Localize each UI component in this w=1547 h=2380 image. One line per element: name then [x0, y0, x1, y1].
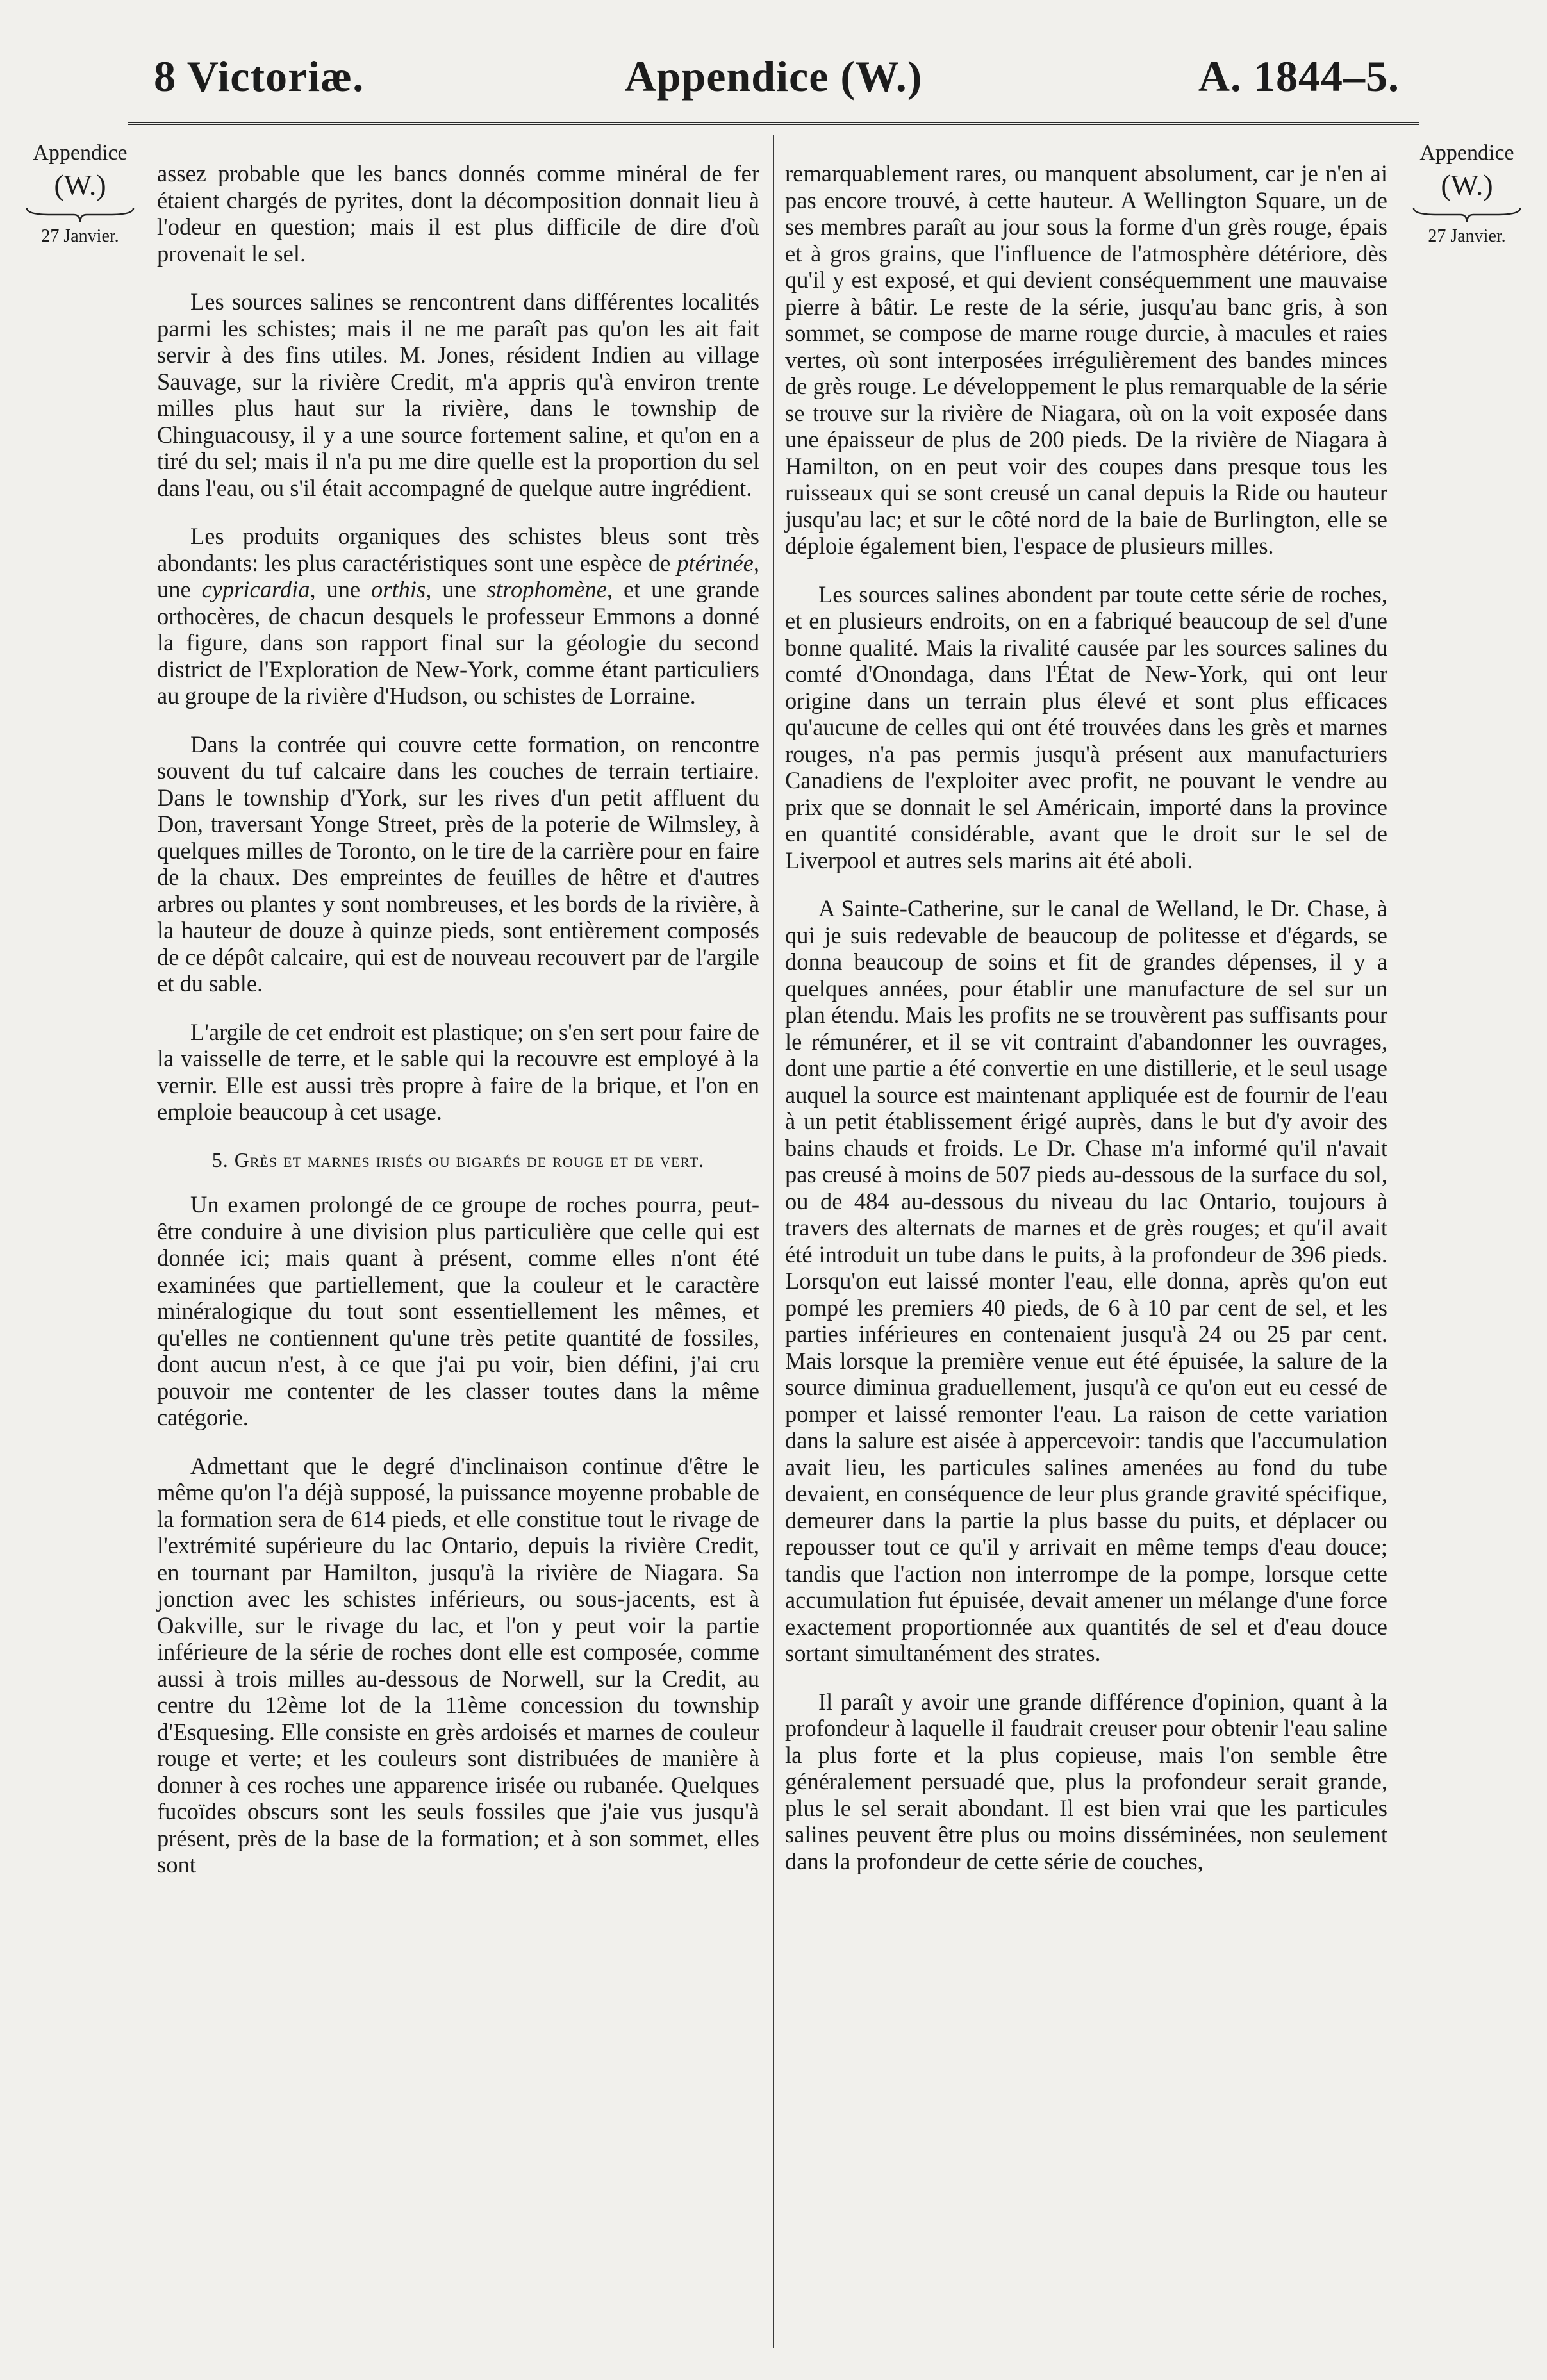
taxon-name: cypricardia — [201, 576, 310, 602]
paragraph-fossils — [157, 523, 759, 709]
paragraph: Les sources salines se rencontrent dans différentes localités parmi les schistes; mais il ne me paraît pas qu'on les ait fait servir à des fins utiles. M. Jones, résident Indien au village Sauvage, sur la rivière Credit, m'a appris qu'à environ trente milles plus haut sur la rivière, dans le township de Chinguacousy, il y a une source fortement saline, et qu'on en a tiré du sel; mais il n'a pu me dire quelle est la proportion du sel dans l'eau, ou s'il était accompagné de quelque autre ingrédient. — [157, 288, 759, 501]
margin-note-date: 27 Janvier. — [1428, 226, 1506, 246]
margin-note-date: 27 Janvier. — [41, 226, 119, 246]
paragraph: remarquablement rares, ou manquent absolument, car je n'en ai pas encore trouvé, à cette hauteur. A Wellington Square, un de ses membres paraît au jour sous la forme d'un grès rouge, épais et à gros grains, que l'influence de l'atmosphère détériore, dès qu'il y est exposé, et qui devient conséquemment une mauvaise pierre à bâtir. Le reste de la série, jusqu'au banc gris, à son sommet, se compose de marne rouge durcie, à macules et raies vertes, où sont interposées irrégulièrement des bandes minces de grès rouge. Le développement le plus remarquable de la série se trouve sur la rivière de Niagara, où on la voit exposée dans une épaisseur de plus de 200 pieds. De la rivière de Niagara à Hamilton, on en peut voir des coupes dans presque tous les ruisseaux qui se sont creusé un canal depuis la Ride ou hauteur jusqu'au lac; et sur le côté nord de la baie de Burlington, elle se déploie également bien, l'espace de plusieurs milles. — [785, 160, 1387, 559]
text-run: , une — [157, 549, 759, 602]
margin-note-title: Appendice — [33, 141, 128, 165]
header-year: A. 1844–5. — [1198, 52, 1400, 101]
brace-icon — [1412, 206, 1521, 224]
margin-note-code: (W.) — [1441, 169, 1493, 201]
paragraph: A Sainte-Catherine, sur le canal de Welland, le Dr. Chase, à qui je suis redevable de beaucoup de politesse et d'égards, se donna beaucoup de soins et fit de grandes dépenses, il y a quelques années, pour établir une manufacture de sel sur un plan étendu. Mais les profits ne se trouvèrent pas suffisants pour le rémunérer, et il se vit contraint d'abandonner les ouvrages, dont une partie a été convertie en une distillerie, et le seul usage auquel la source est maintenant appliquée est de fournir de l'eau à un petit établissement érigé auprès, dans le but d'y avoir des bains chauds et froids. Le Dr. Chase m'a informé qu'il n'avait pas creusé à moins de 507 pieds au-dessous de la surface du sol, ou de 484 au-dessous du niveau du lac Ontario, toujours à travers des alternats de marnes et de grès rouges; et qu'il avait été introduit un tube dans le puits, à la profondeur de 396 pieds. Lorsqu'on eut laissé monter l'eau, elle donna, après qu'on eut pompé les premiers 40 pieds, de 6 à 10 par cent de sel, et les parties inférieures en contenaient jusqu'à 24 ou 25 par cent. Mais lorsque la première venue eut été épuisée, la salure de la source diminua graduellement, jusqu'à ce qu'on eut eu cessé de pomper et laissé remonter l'eau. La raison de cette variation dans la salure est aisée à appercevoir: tandis que l'accumulation avait lieu, les particules salines amenées au fond du tube devaient, en conséquence de leur plus grande gravité spécifique, demeurer dans la partie la plus basse du puits, et déplacer ou repousser tout ce qu'il y arrivait en même temps d'eau douce; tandis que l'action non interrompe de la pompe, lorsque cette accumulation fut épuisée, devait amener un mélange d'une force exactement proportionnée aux quantités de sel et d'eau douce sortant simultanément des strates. — [785, 895, 1387, 1666]
taxon-name: strophomène — [486, 576, 607, 602]
paragraph: Dans la contrée qui couvre cette formation, on rencontre souvent du tuf calcaire dans les couches de terrain tertiaire. Dans le township d'York, sur les rives d'un petit affluent du Don, traversant Yonge Street, près de la poterie de Wilmsley, à quelques milles de Toronto, on le tire de la carrière pour en faire de la chaux. Des empreintes de feuilles de hêtre et d'autres arbres ou plantes y sont nombreuses, et les bords de la rivière, à la hauteur de douze à quinze pieds, sont entièrement composés de ce dépôt calcaire, qui est de nouveau recouvert par de l'argile et du sable. — [157, 731, 759, 996]
margin-note-title: Appendice — [1419, 141, 1514, 165]
paragraph: Il paraît y avoir une grande différence d'opinion, quant à la profondeur à laquelle il faudrait creuser pour obtenir l'eau saline la plus forte et la plus copieuse, mais l'on semble être généralement persuadé que, plus la profondeur serait grande, plus le sel serait abondant. Il est bien vrai que les particules salines peuvent être plus ou moins disséminées, non seulement dans la profondeur de cette série de couches, — [785, 1688, 1387, 1874]
paragraph: L'argile de cet endroit est plastique; on s'en sert pour faire de la vaisselle de terre, et le sable qui la recouvre est employé à la vernir. Elle est aussi très propre à faire de la brique, et l'on en emploie beaucoup à cet usage. — [157, 1018, 759, 1125]
paragraph: Un examen prolongé de ce groupe de roches pourra, peut-être conduire à une division plus particulière que celle qui est donnée ici; mais quant à présent, comme elles n'ont été examinées que partiellement, que la couleur et le caractère minéralogique du tout sont essentiellement les mêmes, et qu'elles ne contiennent qu'une très petite quantité de fossiles, dont aucun n'est, à ce que j'ai pu voir, bien défini, j'ai cru pouvoir me contenter de les classer toutes dans la même catégorie. — [157, 1191, 759, 1430]
text-run: Les produits organiques des schistes bleus sont très abondants: les plus caractéristiques sont une espèce de — [157, 523, 759, 576]
page-header — [135, 38, 1412, 115]
taxon-name: orthis — [371, 576, 426, 602]
header-session: 8 Victoriæ. — [154, 52, 365, 101]
paragraph: Admettant que le degré d'inclinaison continue d'être le même qu'on l'a déjà supposé, la puissance moyenne probable de la formation sera de 614 pieds, et elle constitue tout le rivage de l'extrémité supérieure du lac Ontario, depuis la rivière Credit, en tournant par Hamilton, jusqu'à la rivière de Niagara. Sa jonction avec les schistes inférieurs, ou sous-jacents, est à Oakville, sur le rivage du lac, et l'on y peut voir la partie inférieure de la série de roches dont elle est composée, comme aussi à trois milles au-dessous de Norwell, sur la Credit, au centre du 12ème lot de la 11ème concession du township d'Esquesing. Elle consiste en grès ardoisés et marnes de couleur rouge et verte; et les couleurs sont distribuées de manière à donner à ces roches une apparence irisée ou rubanée. Quelques fucoïdes obscurs sont les seuls fossiles que j'aie vus jusqu'à présent, près de la base de la formation; et à son sommet, elles sont — [157, 1452, 759, 1878]
brace-icon — [26, 206, 135, 224]
margin-note-right — [1400, 141, 1534, 247]
paragraph: Les sources salines abondent par toute cette série de roches, et en plusieurs endroits, on en a fabriqué beaucoup de sel d'une bonne qualité. Mais la rivalité causée par les sources salines du comté d'Onondaga, dans l'État de New-York, qui ont leur origine dans un terrain plus élevé et sont plus efficaces qu'aucune de celles qui ont été trouvées dans les grès et marnes rouges, n'a pas permis jusqu'à présent aux manufacturiers Canadiens de l'exploiter avec profit, ne pouvant le vendre au prix que se donnait le sel Américain, importé dans la province en quantité considérable, avant que le droit sur le sel de Liverpool et autres sels marins ait été aboli. — [785, 581, 1387, 873]
left-column — [157, 160, 759, 1900]
right-column — [785, 160, 1387, 1896]
header-title: Appendice (W.) — [624, 52, 923, 101]
paragraph: assez probable que les bancs donnés comme minéral de fer étaient chargés de pyrites, dont la décomposition donnait lieu à l'odeur en question; mais il est plus difficile de dire d'où provenait le sel. — [157, 160, 759, 267]
taxon-name: ptérinée — [677, 549, 754, 576]
header-rule — [128, 122, 1419, 125]
section-heading: 5. Grès et marnes irisés ou bigarés de rouge et de vert. — [211, 1148, 705, 1171]
margin-note-code: (W.) — [54, 169, 106, 201]
column-divider — [774, 135, 775, 2348]
text-run: , et une grande orthocères, de chacun desquels le professeur Emmons a donné la figure, dans son rapport final sur la géologie du second district de l'Exploration de New-York, comme étant particuliers au groupe de la rivière d'Hudson, ou schistes de Lorraine. — [157, 576, 760, 709]
text-run: , une — [310, 576, 372, 602]
text-run: , une — [426, 576, 487, 602]
margin-note-left — [13, 141, 147, 247]
